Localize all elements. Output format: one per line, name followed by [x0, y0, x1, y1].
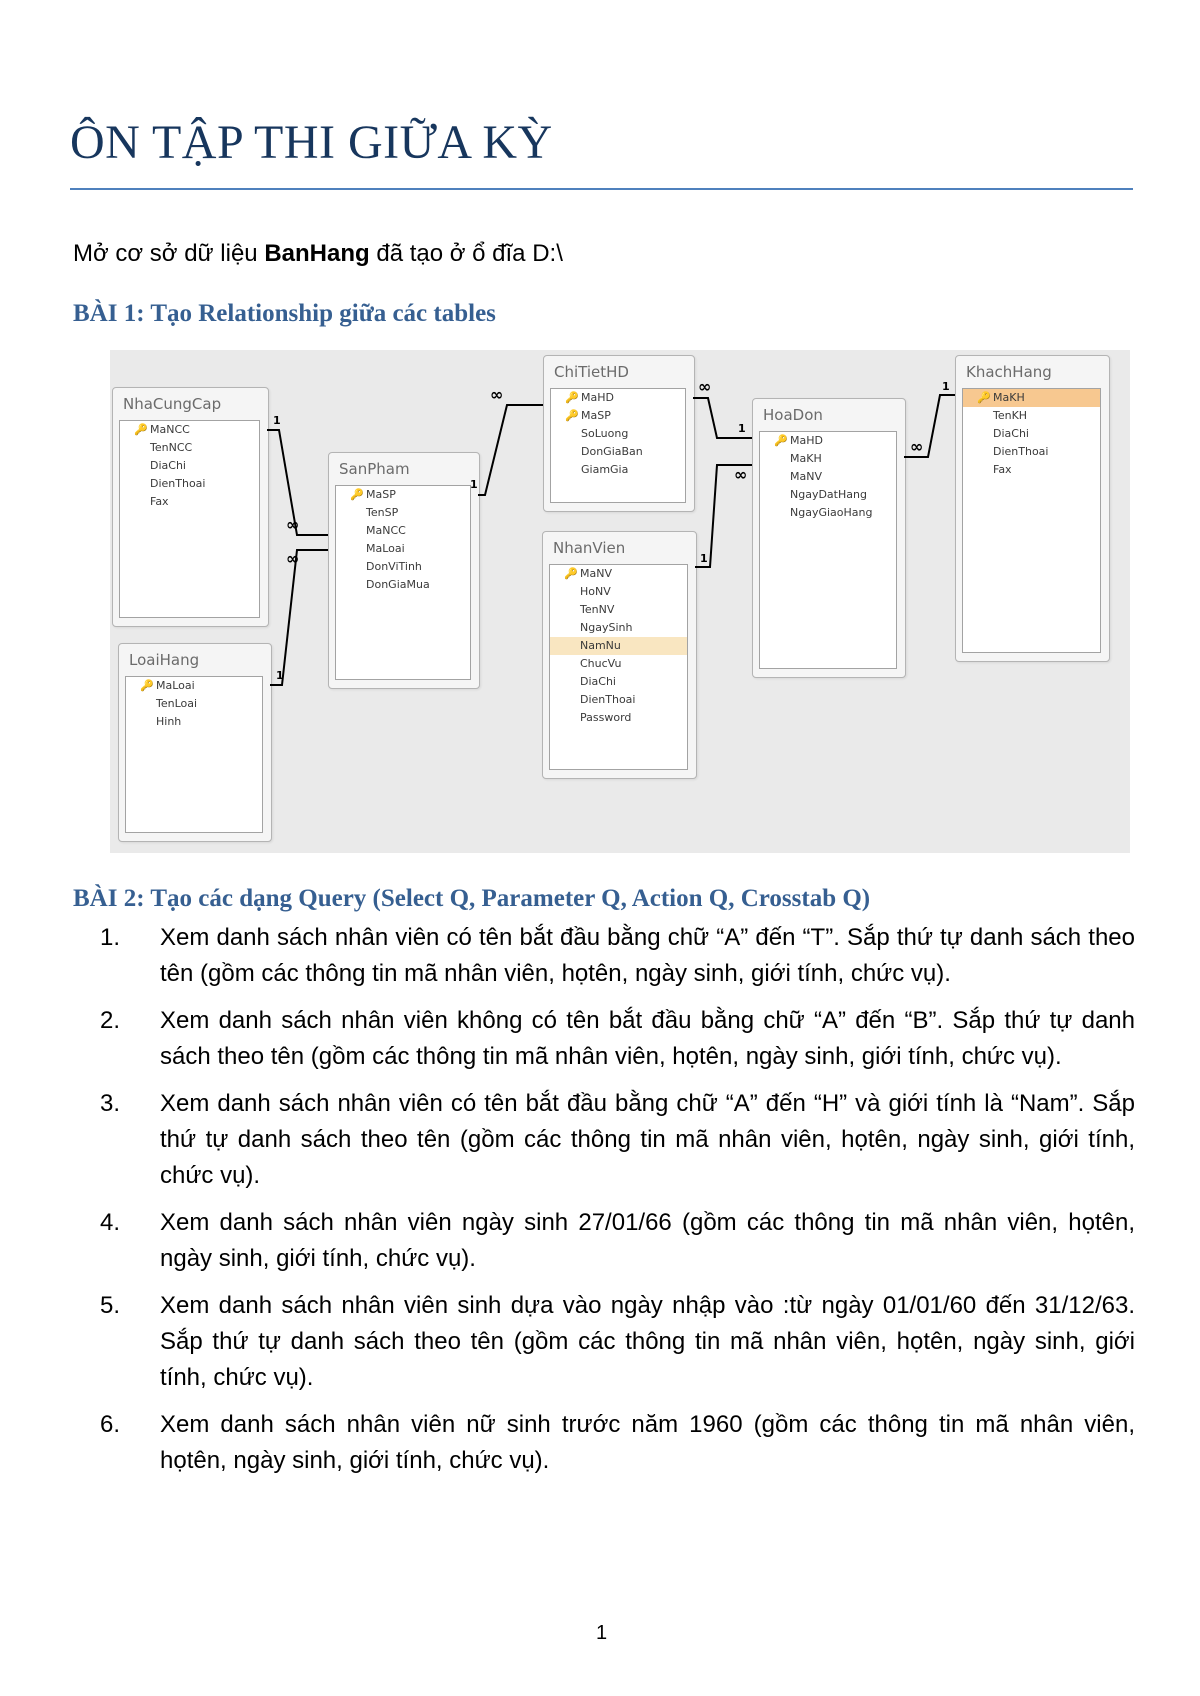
item-number: 4. [100, 1209, 121, 1236]
table-title: NhaCungCap [123, 395, 222, 413]
list-item [100, 1205, 1135, 1277]
field-row[interactable]: NgaySinh [580, 621, 633, 634]
field-row[interactable]: 🔑 MaLoai [126, 677, 262, 695]
table-title: HoaDon [763, 406, 823, 424]
primary-key-icon: 🔑 [565, 391, 579, 404]
primary-key-icon: 🔑 [774, 434, 788, 447]
field-row[interactable]: GiamGia [581, 463, 629, 476]
section-2-heading: BÀI 2: Tạo các dạng Query (Select Q, Parameter Q, Action Q, Crosstab Q) [73, 885, 871, 912]
title-underline [70, 188, 1133, 190]
field-row[interactable]: DienThoai [580, 693, 636, 706]
field-row[interactable]: 🔑 MaKH [963, 389, 1100, 407]
field-row[interactable]: 🔑 MaHD [760, 432, 896, 450]
field-row[interactable]: Fax [150, 495, 169, 508]
field-row[interactable]: TenNCC [150, 441, 193, 454]
intro-text-after: đã tạo ở ổ đĩa D:\ [369, 240, 563, 267]
list-item [100, 1288, 1135, 1396]
field-row[interactable]: 🔑 MaHD [551, 389, 685, 407]
cardinality-many: ∞ [734, 465, 748, 484]
list-item [100, 920, 1135, 992]
field-row[interactable]: NgayDatHang [790, 488, 867, 501]
primary-key-icon: 🔑 [134, 423, 148, 436]
primary-key-icon: 🔑 [350, 488, 364, 501]
primary-key-icon: 🔑 [977, 391, 991, 404]
field-row[interactable]: DonGiaBan [581, 445, 643, 458]
table-title: LoaiHang [129, 651, 200, 669]
field-row[interactable]: MaNCC [366, 524, 406, 537]
field-row[interactable]: 🔑 MaNV [550, 565, 687, 583]
cardinality-one: 1 [470, 478, 478, 491]
relationship-lines [110, 350, 1130, 853]
field-row[interactable]: 🔑 MaSP [551, 407, 685, 425]
intro-text-before: Mở cơ sở dữ liệu [73, 240, 265, 267]
field-row[interactable]: DienThoai [993, 445, 1049, 458]
cardinality-one: 1 [273, 414, 281, 427]
item-text: Xem danh sách nhân viên có tên bắt đầu bằng chữ “A” đến “T”. Sắp thứ tự danh sách theo tên (gồm các thông tin mã nhân viên, họtên, ngày sinh, giới tính, chức vụ). [160, 924, 1135, 987]
field-row[interactable]: Hinh [156, 715, 182, 728]
list-item [100, 1003, 1135, 1075]
item-number: 5. [100, 1292, 121, 1319]
field-row[interactable]: 🔑 MaSP [336, 486, 470, 504]
field-row[interactable]: Fax [993, 463, 1012, 476]
primary-key-icon: 🔑 [565, 409, 579, 422]
item-number: 6. [100, 1411, 121, 1438]
primary-key-icon: 🔑 [140, 679, 154, 692]
field-row[interactable]: HoNV [580, 585, 611, 598]
relationship-line-sanpham-chitiethd[interactable] [478, 405, 543, 495]
table-title: NhanVien [553, 539, 626, 557]
cardinality-one: 1 [276, 669, 284, 682]
table-title: ChiTietHD [554, 363, 629, 381]
cardinality-many: ∞ [698, 377, 712, 396]
relationship-line-loaihang-sanpham[interactable] [270, 550, 328, 685]
field-row[interactable]: TenNV [580, 603, 615, 616]
field-row[interactable]: DiaChi [993, 427, 1029, 440]
field-row[interactable]: TenSP [366, 506, 399, 519]
cardinality-one: 1 [942, 380, 950, 393]
item-text: Xem danh sách nhân viên ngày sinh 27/01/66 (gồm các thông tin mã nhân viên, họtên, ngày sinh, giới tính, chức vụ). [160, 1209, 1135, 1272]
item-text: Xem danh sách nhân viên không có tên bắt đầu bằng chữ “A” đến “B”. Sắp thứ tự danh sách theo tên (gồm các thông tin mã nhân viên, họtên, ngày sinh, giới tính, chức vụ). [160, 1007, 1135, 1070]
field-row[interactable]: MaKH [790, 452, 822, 465]
cardinality-one: 1 [738, 422, 746, 435]
exercise-list [100, 920, 1135, 1490]
database-name: BanHang [264, 240, 370, 267]
field-row[interactable]: MaLoai [366, 542, 405, 555]
field-row[interactable]: 🔑 MaNCC [120, 421, 259, 439]
field-row[interactable]: NgayGiaoHang [790, 506, 873, 519]
field-row[interactable]: NamNu [550, 637, 687, 655]
relationship-diagram [110, 350, 1130, 853]
section-1-heading: BÀI 1: Tạo Relationship giữa các tables [73, 300, 496, 327]
cardinality-many: ∞ [910, 437, 924, 456]
item-number: 1. [100, 924, 121, 951]
field-row[interactable]: DienThoai [150, 477, 206, 490]
field-row[interactable]: DiaChi [150, 459, 186, 472]
field-row[interactable]: TenLoai [156, 697, 198, 710]
table-title: SanPham [339, 460, 410, 478]
item-number: 2. [100, 1007, 121, 1034]
field-row[interactable]: Password [580, 711, 632, 724]
page-title: ÔN TẬP THI GIỮA KỲ [70, 116, 553, 169]
field-row[interactable]: SoLuong [581, 427, 629, 440]
list-item [100, 1407, 1135, 1479]
cardinality-one: 1 [700, 552, 708, 565]
list-item [100, 1086, 1135, 1194]
field-row[interactable]: MaNV [790, 470, 822, 483]
primary-key-icon: 🔑 [564, 567, 578, 580]
field-row[interactable]: TenKH [993, 409, 1028, 422]
item-text: Xem danh sách nhân viên sinh dựa vào ngày nhập vào :từ ngày 01/01/60 đến 31/12/63. Sắp thứ tự danh sách theo tên (gồm các thông tin mã nhân viên, họtên, ngày sinh, giới tính, chức vụ). [160, 1292, 1135, 1391]
cardinality-many: ∞ [286, 549, 300, 568]
field-row[interactable]: ChucVu [580, 657, 622, 670]
field-row[interactable]: DonViTinh [366, 560, 422, 573]
item-text: Xem danh sách nhân viên nữ sinh trước năm 1960 (gồm các thông tin mã nhân viên, họtên, ngày sinh, giới tính, chức vụ). [160, 1411, 1135, 1474]
intro-paragraph [73, 237, 563, 271]
field-row[interactable]: DonGiaMua [366, 578, 430, 591]
page-number: 1 [596, 1622, 608, 1644]
field-row[interactable]: DiaChi [580, 675, 616, 688]
item-number: 3. [100, 1090, 121, 1117]
cardinality-many: ∞ [490, 385, 504, 404]
cardinality-many: ∞ [286, 515, 300, 534]
table-title: KhachHang [966, 363, 1052, 381]
item-text: Xem danh sách nhân viên có tên bắt đầu bằng chữ “A” đến “H” và giới tính là “Nam”. Sắp thứ tự danh sách theo tên (gồm các thông tin mã nhân viên, họtên, ngày sinh, giới tính, chức vụ). [160, 1090, 1135, 1189]
